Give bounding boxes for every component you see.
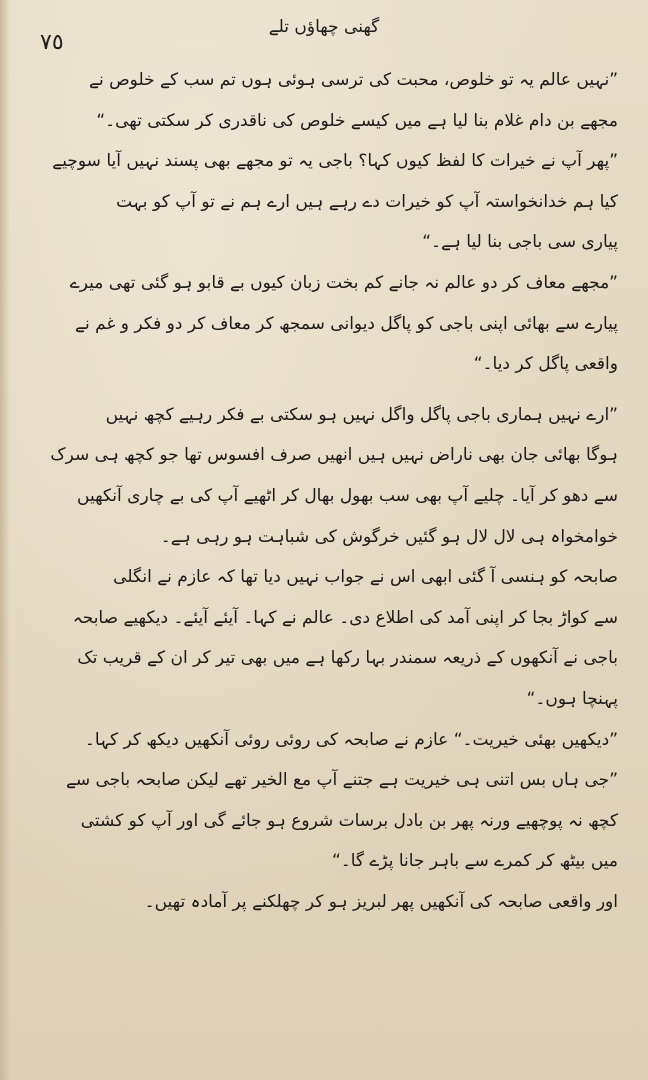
text-line: باجی نے آنکھوں کے ذریعہ سمندر بہا رکھا ہے میں بھی تیر کر ان کے قریب تک bbox=[77, 648, 618, 669]
text-line: پیارے سے بھائی اپنی باجی کو پاگل دیوانی سمجھ کر معاف کر دو فکر و غم نے bbox=[75, 313, 618, 334]
text-line: خوامخواہ ہی لال لال ہو گئیں خرگوش کی شباہت ہو رہی ہے۔ bbox=[160, 526, 618, 547]
text-line: صابحہ کو ہنسی آ گئی ابھی اس نے جواب نہیں دیا تھا کہ عازم نے انگلی bbox=[113, 567, 618, 588]
paragraph bbox=[34, 557, 618, 719]
text-line: ”ارے نہیں ہماری باجی پاگل واگل نہیں ہو سکتی بے فکر رہیے کچھ نہیں bbox=[105, 404, 618, 425]
text-line: کیا ہم خدانخواستہ آپ کو خیرات دے رہے ہیں ارے ہم نے تو آپ کو بہت bbox=[116, 191, 618, 212]
text-line: سے دھو کر آیا۔ چلیے آپ بھی سب بھول بھال کر اٹھیے آپ کی بے چاری آنکھیں bbox=[77, 485, 618, 506]
text-line: ہوگا بھائی جان بھی ناراض نہیں ہیں انھیں صرف افسوس تھا جو کچھ ہی سرک bbox=[50, 445, 618, 466]
text-line: اور واقعی صابحہ کی آنکھیں پھر لبریز ہو کر چھلکنے پر آمادہ تھیں۔ bbox=[144, 891, 618, 912]
text-line: واقعی پاگل کر دیا۔“ bbox=[473, 354, 618, 375]
paragraph bbox=[34, 141, 618, 263]
text-line: ”جی ہاں بس اتنی ہی خیریت ہے جتنے آپ مع الخیر تھے لیکن صابحہ باجی سے bbox=[65, 770, 618, 791]
text-line: کچھ نہ پوچھیے ورنہ پھر بن بادل برسات شروع ہو جائے گی اور آپ کو کشتی bbox=[80, 810, 618, 831]
text-line: پیاری سی باجی بنا لیا ہے۔“ bbox=[422, 232, 618, 253]
text-line: مجھے بن دام غلام بنا لیا ہے میں کیسے خلوص کی ناقدری کر سکتی تھی۔“ bbox=[96, 110, 618, 131]
paragraph bbox=[34, 720, 618, 923]
text-line: ”پھر آپ نے خیرات کا لفظ کیوں کہا؟ باجی یہ تو مجھے بھی پسند نہیں آیا سوچیے bbox=[52, 151, 618, 172]
paragraph bbox=[34, 395, 618, 557]
text-line: پہنچا ہوں۔“ bbox=[526, 688, 618, 709]
paragraph bbox=[34, 60, 618, 141]
text-line: ”مجھے معاف کر دو عالم نہ جانے کم بخت زبان کیوں بے قابو ہو گئی تھی میرے bbox=[69, 272, 618, 293]
page-number: ٧٥ bbox=[40, 30, 64, 55]
text-line: ”نہیں عالم یہ تو خلوص، محبت کی ترسی ہوئی ہوں تم سب کے خلوص نے bbox=[89, 70, 618, 90]
text-line: سے کواڑ بجا کر اپنی آمد کی اطلاع دی۔ عالم نے کہا۔ آیئے آیئے۔ دیکھیے صابحہ bbox=[72, 607, 618, 628]
running-title: گھنی چھاؤں تلے bbox=[268, 17, 380, 37]
paragraph bbox=[34, 263, 618, 385]
body-text bbox=[34, 60, 618, 922]
text-line: میں بیٹھ کر کمرے سے باہر جانا پڑے گا۔“ bbox=[331, 851, 618, 872]
text-line: ”دیکھیں بھئی خیریت۔“ عازم نے صابحہ کی روئی روئی آنکھیں دیکھ کر کہا۔ bbox=[84, 729, 618, 750]
